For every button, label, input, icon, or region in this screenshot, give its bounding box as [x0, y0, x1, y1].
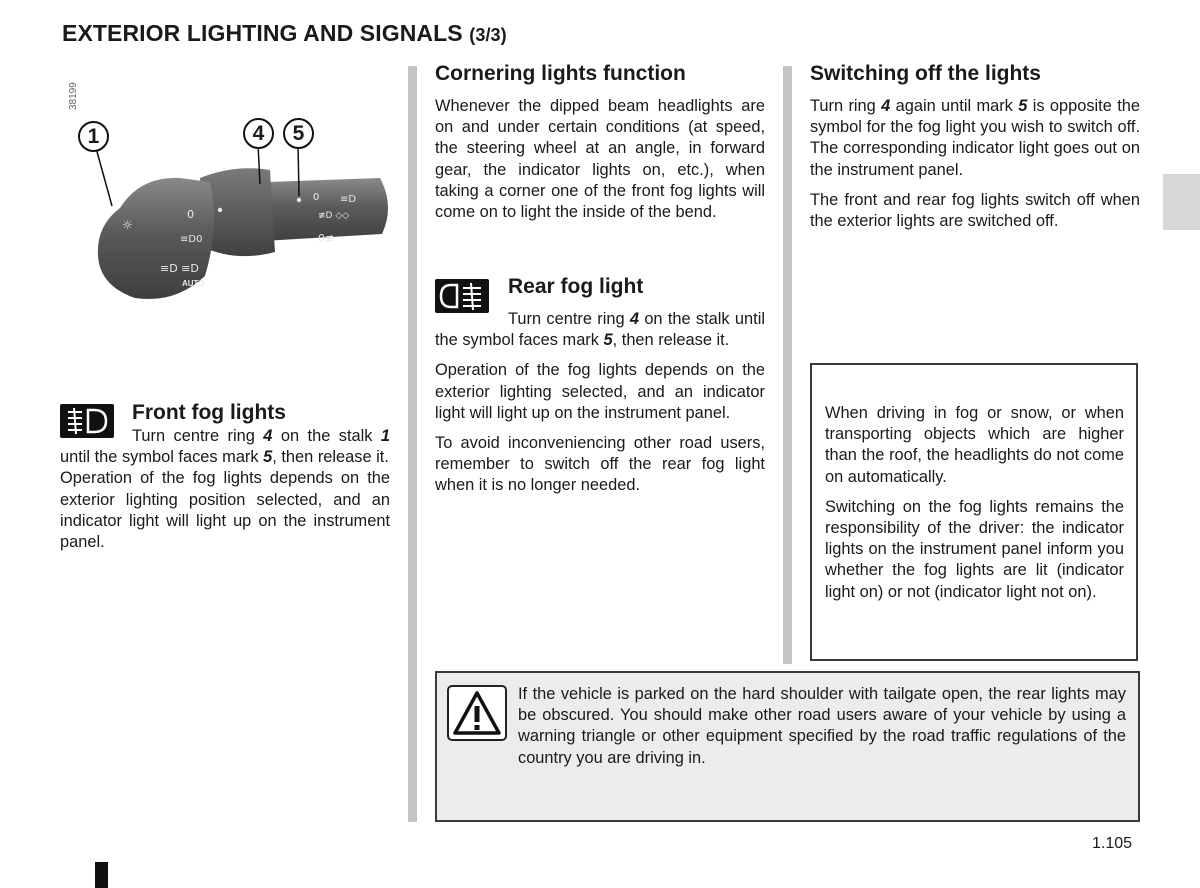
svg-text:≡D ≡D: ≡D ≡D	[160, 262, 199, 275]
light-stalk-figure	[60, 66, 405, 366]
cornering-heading: Cornering lights function	[435, 62, 686, 85]
corner-crop-mark	[95, 862, 108, 888]
page-part-label: (3/3)	[469, 25, 507, 45]
switching-off-heading: Switching off the lights	[810, 62, 1041, 85]
svg-text:≢D ◇◇: ≢D ◇◇	[318, 211, 350, 221]
note-box	[810, 363, 1138, 661]
svg-text:0: 0	[313, 192, 320, 203]
page-title	[62, 20, 507, 47]
column-separator-right	[783, 66, 792, 664]
page-title-text: EXTERIOR LIGHTING AND SIGNALS	[62, 20, 463, 46]
front-fog-paragraph-1: Turn centre ring 4 on the stalk 1 until the symbol faces mark 5, then release it.	[60, 427, 391, 467]
column-separator-left	[408, 66, 417, 822]
callout-4: 4	[243, 118, 274, 149]
rear-fog-paragraph-1: Turn centre ring 4 on the stalk until the symbol faces mark 5, then release it.	[435, 310, 765, 350]
rear-fog-body	[435, 309, 765, 506]
svg-text:0: 0	[187, 208, 194, 221]
note-paragraph-2: Switching on the fog lights remains the responsibility of the driver: the indicator lights on the instrument panel inform you whether the fog lights are lit (indicator light on) or not (indicator light not on).	[825, 497, 1124, 601]
cornering-paragraph-1: Whenever the dipped beam headlights are on and under certain conditions (at speed, the steering wheel at an angle, in forward gear, the indicator lights on, etc.), when taking a corner one of the front fog lights will come on to light the inside of the bend.	[435, 97, 765, 222]
svg-text:0≢: 0≢	[318, 232, 335, 245]
rear-fog-paragraph-2: Operation of the fog lights depends on the exterior lighting selected, and an indicator light will light up on the instrument panel.	[435, 361, 765, 422]
rear-fog-light-icon	[435, 279, 489, 313]
warning-box	[435, 671, 1140, 822]
svg-text:☼: ☼	[122, 218, 133, 232]
callout-5: 5	[283, 118, 314, 149]
figure-reference-code: 38199	[68, 82, 79, 110]
note-paragraph-1: When driving in fog or snow, or when transporting objects which are higher than the roof, the headlights do not come on automatically.	[825, 404, 1124, 486]
front-fog-paragraph-2: Operation of the fog lights depends on the exterior lighting position selected, and an indicator light will light up on the instrument panel.	[60, 469, 390, 552]
rear-fog-paragraph-3: To avoid inconveniencing other road users, remember to switch off the rear fog light when it is no longer needed.	[435, 434, 765, 495]
svg-text:≡D: ≡D	[340, 194, 357, 205]
warning-text: If the vehicle is parked on the hard shoulder with tailgate open, the rear lights may be obscured. You should make other road users aware of your vehicle by using a warning triangle or other equipment specified by the road traffic regulations of the country you are driving in.	[518, 685, 1126, 767]
page-number: 1.105	[1092, 835, 1133, 852]
switching-off-paragraph-1: Turn ring 4 again until mark 5 is opposite the symbol for the fog light you wish to switch off. The corresponding indicator light goes out on the instrument panel.	[810, 97, 1140, 179]
front-fog-heading: Front fog lights	[132, 401, 286, 424]
switching-off-body	[810, 96, 1140, 241]
auto-marking: AUTO	[182, 279, 205, 288]
switching-off-paragraph-2: The front and rear fog lights switch off when the exterior lights are switched off.	[810, 190, 1140, 231]
callout-1: 1	[78, 121, 109, 152]
svg-text:≡D0: ≡D0	[180, 234, 203, 245]
rear-fog-heading: Rear fog light	[508, 275, 644, 298]
warning-triangle-icon	[447, 685, 507, 741]
cornering-body	[435, 96, 765, 232]
side-tab-marker	[1163, 174, 1200, 230]
light-stalk-illustration	[60, 66, 405, 366]
front-fog-body	[60, 426, 390, 562]
